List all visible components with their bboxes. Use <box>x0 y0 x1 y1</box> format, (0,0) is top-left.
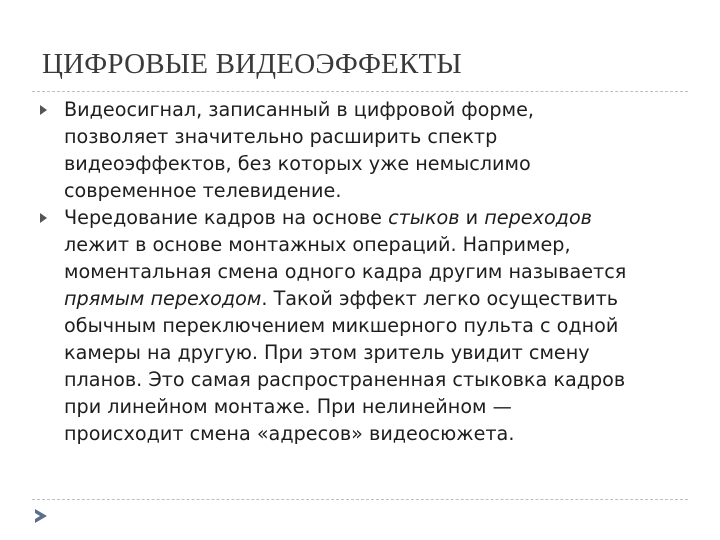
text-line <box>64 204 694 231</box>
text-segment: при линейном монтаже. При нелинейном — <box>64 395 512 418</box>
text-line <box>64 312 694 339</box>
next-slide-icon[interactable] <box>34 508 48 524</box>
text-line <box>64 366 694 393</box>
text-segment: позволяет значительно расширить спектр <box>64 125 498 148</box>
triangle-bullet-icon <box>40 213 47 223</box>
text-line <box>64 285 694 312</box>
triangle-bullet-icon <box>40 105 47 115</box>
text-line <box>64 150 694 177</box>
text-segment: современное телевидение. <box>64 179 342 202</box>
text-line <box>64 258 694 285</box>
text-segment: видеоэффектов, без которых уже немыслимо <box>64 152 531 175</box>
text-line <box>64 393 694 420</box>
text-line <box>64 177 694 204</box>
text-segment: Видеосигнал, записанный в цифровой форме, <box>64 98 534 121</box>
text-segment: обычным переключением микшерного пульта с одной <box>64 314 619 337</box>
slide-title: ЦИФРОВЫЕ ВИДЕОЭФФЕКТЫ <box>42 48 462 80</box>
slide-content <box>64 96 694 447</box>
text-line <box>64 123 694 150</box>
title-divider <box>32 91 688 92</box>
text-segment: . Такой эффект легко осуществить <box>261 287 619 310</box>
text-segment: Чередование кадров на основе <box>64 206 389 229</box>
text-line <box>64 231 694 258</box>
text-segment: и <box>459 206 485 229</box>
bullet-paragraph <box>64 96 694 204</box>
text-line <box>64 339 694 366</box>
text-segment: планов. Это самая распространенная стыковка кадров <box>64 368 626 391</box>
footer-divider <box>32 499 688 500</box>
text-line <box>64 96 694 123</box>
bullet-paragraph <box>64 204 694 447</box>
text-segment: моментальная смена одного кадра другим называется <box>64 260 627 283</box>
italic-term: переходов <box>484 206 592 229</box>
text-segment: происходит смена «адресов» видеосюжета. <box>64 422 515 445</box>
text-line <box>64 420 694 447</box>
italic-term: стыков <box>388 206 460 229</box>
text-segment: лежит в основе монтажных операций. Например, <box>64 233 571 256</box>
italic-term: прямым переходом <box>64 287 262 310</box>
text-segment: камеры на другую. При этом зритель увидит смену <box>64 341 590 364</box>
